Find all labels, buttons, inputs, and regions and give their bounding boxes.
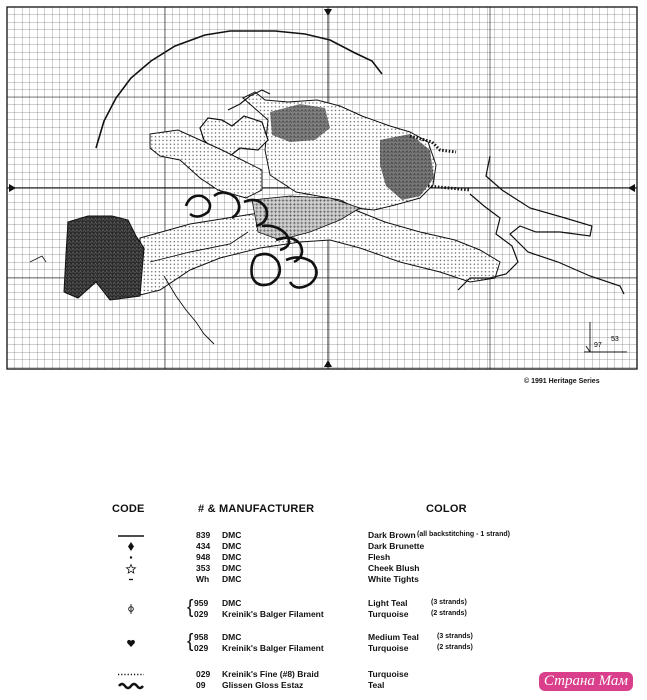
boot-dark	[64, 216, 144, 300]
diamond-icon	[116, 541, 146, 552]
legend-row	[0, 574, 647, 586]
brace-icon: {	[187, 597, 194, 618]
thread-number: 948	[196, 552, 211, 562]
manufacturer: DMC	[222, 598, 242, 608]
legend-group	[0, 632, 647, 656]
manufacturer: DMC	[222, 574, 242, 584]
legend-group	[0, 598, 647, 622]
color-name: Dark Brunette	[368, 541, 425, 551]
thread-number: 09	[196, 680, 206, 690]
thread-number: 029	[194, 609, 209, 619]
manufacturer: DMC	[222, 541, 242, 551]
color-note: (2 strands)	[431, 610, 467, 617]
color-note: (all backstitching - 1 strand)	[417, 531, 510, 538]
watermark-logo: Страна Мам	[539, 672, 633, 691]
color-name: Turquoise	[368, 643, 409, 653]
thread-number: 959	[194, 598, 209, 608]
color-name: Cheek Blush	[368, 563, 420, 573]
brace-icon: {	[187, 631, 194, 652]
color-name: Flesh	[368, 552, 391, 562]
phi-icon	[116, 603, 146, 615]
wavy-line-icon	[116, 680, 146, 691]
manufacturer: DMC	[222, 530, 242, 540]
thread-number: 958	[194, 632, 209, 642]
thread-number: 029	[196, 669, 211, 679]
color-note: (3 strands)	[437, 633, 473, 640]
manufacturer: Kreinik's Balger Filament	[222, 643, 324, 653]
copyright-text: © 1991 Heritage Series	[524, 378, 600, 385]
color-note: (2 strands)	[437, 644, 473, 651]
manufacturer: DMC	[222, 552, 242, 562]
scale-number-vertical: 53	[611, 336, 619, 343]
color-name: Teal	[368, 680, 385, 690]
thread-number: Wh	[196, 574, 210, 584]
legend-header-code: CODE	[112, 503, 145, 515]
thread-number: 434	[196, 541, 211, 551]
dot-icon	[116, 552, 146, 563]
manufacturer: Kreinik's Fine (#8) Braid	[222, 669, 319, 679]
legend-header-color: COLOR	[426, 503, 467, 515]
color-name: White Tights	[368, 574, 419, 584]
thread-number: 029	[194, 643, 209, 653]
manufacturer: Glissen Gloss Estaz	[222, 680, 304, 690]
color-name: Medium Teal	[368, 632, 419, 642]
color-name: Turquoise	[368, 669, 409, 679]
thread-number: 353	[196, 563, 211, 573]
star-icon	[116, 563, 146, 574]
scale-number-horizontal: 97	[594, 342, 602, 349]
manufacturer: Kreinik's Balger Filament	[222, 609, 324, 619]
manufacturer: DMC	[222, 632, 242, 642]
legend-header-manufacturer: # & MANUFACTURER	[198, 503, 315, 515]
heart-icon	[116, 637, 146, 649]
thread-number: 839	[196, 530, 211, 540]
dotted-line-icon	[116, 669, 146, 680]
color-name: Turquoise	[368, 609, 409, 619]
manufacturer: DMC	[222, 563, 242, 573]
color-note: (3 strands)	[431, 599, 467, 606]
color-name: Dark Brown	[368, 530, 416, 540]
color-name: Light Teal	[368, 598, 408, 608]
dash-icon	[116, 574, 146, 585]
solid-line-icon	[116, 531, 146, 541]
